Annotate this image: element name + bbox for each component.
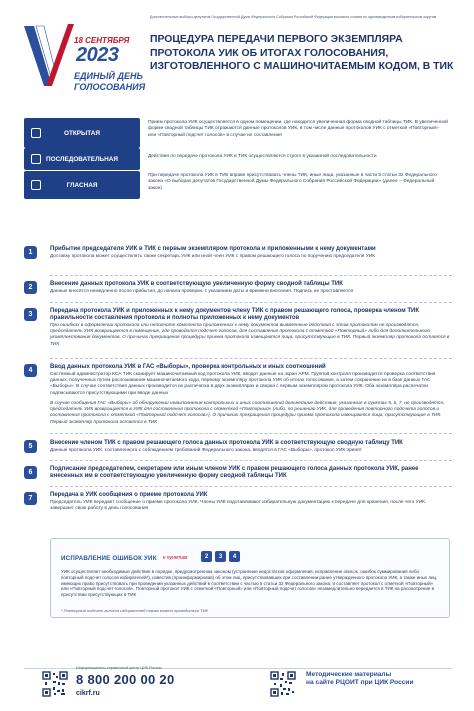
open-door-icon bbox=[31, 128, 41, 138]
methodical-materials-link[interactable]: Методические материалы на сайте РЦОИТ при ЦИК России bbox=[306, 671, 414, 687]
info-label: ОТКРЫТАЯ bbox=[24, 118, 140, 148]
divider bbox=[50, 460, 452, 461]
info-text: Действия по передаче протокола УИК в ТИК осуществляются строго в указанной последовательности bbox=[148, 154, 377, 159]
step-note: В случае сообщения ГАС «Выборы» об обнаружении невыполнения контрольных и иных соотношений дальнейшие действия, указанные в пунктах 5, 6, 7, не производятся, председатель УИК возвращается в УИК для составления протокола с отметкой «Повторный» (либо, по решению УИК, для проведения повторного подсчета голосов и составления протокола с отметкой «Повторный подсчет голосов»). О причинах прекращения процедуры приема протокола извещаются лица, присутствующие в ТИК. Первый экземпляр протокола остается в ТИК bbox=[50, 401, 445, 425]
error-correction-subtitle: к пунктам bbox=[163, 555, 188, 561]
logo-line-2: ГОЛОСОВАНИЯ bbox=[74, 82, 146, 92]
step-text: Данные вносятся немедленно после прибытия, до начала проверки, с указанием даты и времени внесения. Подпись не проставляется bbox=[50, 289, 354, 294]
header-note: Дополнительные выборы депутатов Государственной Думы Федерального Собрания Российской Федерации восьмого созыва по одномандатным избирательным округам bbox=[150, 15, 437, 19]
divider bbox=[50, 358, 452, 359]
divider bbox=[50, 302, 452, 303]
election-logo bbox=[22, 16, 146, 100]
divider bbox=[50, 433, 452, 434]
info-label: ПОСЛЕДОВАТЕЛЬНАЯ bbox=[24, 148, 140, 170]
step-title: Ввод данных протокола УИК в ГАС «Выборы», проверка контрольных и иных соотношений bbox=[50, 364, 326, 370]
logo-date: 18 СЕНТЯБРЯ bbox=[74, 36, 130, 45]
hotline-caption: Информационно-справочный центр ЦИК России bbox=[76, 666, 162, 670]
step-title: Подписание председателем, секретарем или иным членом УИК с правом решающего голоса данных протокола УИК, ранее внесенных им в соответствующую увеличенную форму сводной таблицы ТИК bbox=[50, 466, 419, 480]
step-number: 6 bbox=[24, 466, 37, 479]
step-number: 4 bbox=[24, 364, 37, 377]
step-title: Передача протокола УИК и приложенных к нему документов члену ТИК с правом решающего голоса, проверка членом ТИК правильности составления протокола и полноты приложенных к нему документов bbox=[50, 308, 420, 322]
point-badge: 4 bbox=[229, 551, 240, 562]
qr-code-icon bbox=[270, 671, 296, 697]
step-number: 1 bbox=[24, 246, 37, 259]
step-text: Доставку протокола может осуществлять также секретарь УИК или иной член УИК с правом решающего голоса по поручению председателя УИК bbox=[50, 254, 376, 259]
error-correction-box bbox=[50, 538, 450, 618]
eye-icon bbox=[31, 180, 41, 190]
point-badge: 3 bbox=[215, 551, 226, 562]
info-row-open bbox=[24, 118, 452, 148]
step-text: Данные протокола УИК, составленного с соблюдением требований Федерального закона, вводятся в ГАС «Выборы», протокол УИК принят bbox=[50, 448, 362, 453]
step-title: Передача в УИК сообщения о приеме протокола УИК bbox=[50, 492, 208, 498]
logo-year: 2023 bbox=[76, 44, 119, 66]
step-number: 3 bbox=[24, 308, 37, 321]
step-title: Внесение данных протокола УИК в соответствующую увеличенную форму сводной таблицы ТИК bbox=[50, 281, 343, 287]
step-text: Системный администратор КСА ТИК сканирует машиночитаемый код протокола УИК, вводит данные на экран АРМ. Группой контроля производится проверка соответствия данных, полученных путем распознавания машиночитаемого кода, первому экземпляру протокола УИК об итогах голосования, а затем сохранение их в базе данных ГАС «Выборы». В случае соответствия данных производится их распечатка в двух экземплярах и сверка с первым экземпляром протокола УИК. Оба экземпляра распечатки подписываются присутствующими при вводе данных bbox=[50, 372, 436, 396]
logo-line-1: ЕДИНЫЙ ДЕНЬ bbox=[74, 71, 143, 81]
header bbox=[0, 0, 474, 108]
qr-code-icon bbox=[42, 671, 68, 697]
page-title: ПРОЦЕДУРА ПЕРЕДАЧИ ПЕРВОГО ЭКЗЕМПЛЯРА ПРОТОКОЛА УИК ОБ ИТОГАХ ГОЛОСОВАНИЯ, ИЗГОТОВЛЕННОГО С МАШИНОЧИТАЕМЫМ КОДОМ, В ТИК bbox=[150, 34, 454, 72]
step-number: 2 bbox=[24, 281, 37, 294]
step-text: При ошибках в оформлении протокола или неполноте комплекта приложенных к нему документов выявленные действия с этим протоколом не производятся, председатель УИК возвращается в помещение, где проводился подсчет голосов, для составления протокола с отметкой «Повторный» либо для дополнительного укомплектования документов. О причинах прекращения процедуры приема протокола извещаются лица, присутствующие в ТИК. Первый экземпляр протокола остается в ТИК bbox=[50, 323, 450, 347]
error-correction-text: УИК осуществляет необходимые действия в порядке, предусмотренном законом (устранение недостатков оформления, исправление описок, ошибок суммирования либо повторный подсчет голосов избирателей*), известив (проинформировав) об этом лиц, присутствовавших при составлении ранее утвержденного протокола УИК, а также иных лиц, имеющих право присутствовать при проведении указанных действий в соответствии с частью 5 статьи 32 Федерального закона, и составляет протокол с отметкой «Повторный» или «Повторный подсчет голосов». Повторный протокол УИК с отметкой «Повторный» или «Повторный подсчет голосов» незамедлительно передается в ТИК на рассмотрение в присутствии присутствующих в ТИК bbox=[61, 569, 438, 598]
step-number: 5 bbox=[24, 440, 37, 453]
divider bbox=[50, 275, 452, 276]
info-label: ГЛАСНАЯ bbox=[24, 171, 140, 199]
point-badge: 2 bbox=[201, 551, 212, 562]
info-row-public bbox=[24, 171, 452, 199]
website-link[interactable]: cikrf.ru bbox=[76, 690, 100, 697]
step-title: Прибытие председателя УИК в ТИК с первым экземпляром протокола и приложенными к нему документами bbox=[50, 246, 376, 252]
step-number: 7 bbox=[24, 492, 37, 505]
divider bbox=[50, 486, 452, 487]
step-title: Внесение членом ТИК с правом решающего голоса данных протокола УИК в соответствующую сводную таблицу ТИК bbox=[50, 440, 403, 446]
info-text: Прием протокола УИК осуществляется в одном помещении, где находится увеличенная форма сводной таблицы ТИК. В увеличенной форме сводной таблицы ТИК отражаются данные протоколов УИК, в том числе данные протоколов УИК с отметкой «Повторный» или «Повторный подсчет голосов» в случае их составления bbox=[148, 120, 448, 138]
steps-icon bbox=[31, 154, 41, 164]
step-text: Председатель УИК передает сообщение о приеме протокола УИК. Члены УИК подотавливают избирательную документацию к передаче для хранения, после чего УИК завершает свою работу в день голосования bbox=[50, 500, 425, 512]
hotline-phone: 8 800 200 00 20 bbox=[76, 672, 175, 687]
error-correction-title: ИСПРАВЛЕНИЕ ОШИБОК УИК bbox=[61, 555, 157, 562]
info-text: При передаче протокола УИК в ТИК вправе присутствовать члены ТИК, иные лица, указанные в части 5 статьи 32 Федерального закона «О выборах депутатов Государственной Думы Федерального Собрания Российской Федерации» (далее – Федеральный закон) bbox=[148, 173, 437, 191]
info-row-sequential bbox=[24, 148, 452, 170]
footnote: * Повторный подсчет голосов избирателей также может проводиться ТИК bbox=[61, 608, 208, 613]
